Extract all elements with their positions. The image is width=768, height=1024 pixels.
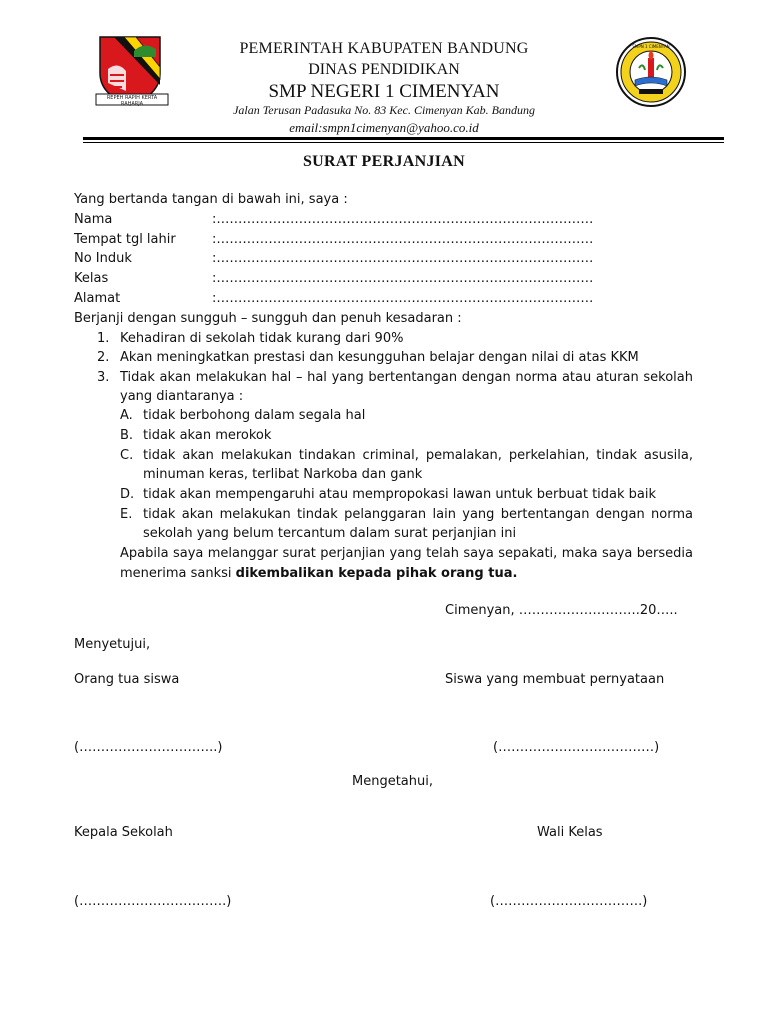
document-title: SURAT PERJANJIAN bbox=[302, 153, 465, 170]
homeroom-name-blank: (…………………………….) bbox=[490, 894, 648, 909]
field-label-alamat: Alamat bbox=[74, 291, 121, 306]
field-value-nama: :…………………………………………………………………………… bbox=[212, 212, 594, 227]
header-department: DINAS PENDIDIKAN bbox=[308, 61, 460, 78]
principal-name-blank: (…………………………….) bbox=[74, 894, 232, 909]
header-divider-thick bbox=[83, 137, 724, 140]
field-value-alamat: :…………………………………………………………………………… bbox=[212, 291, 594, 306]
subitem-letter: D. bbox=[120, 487, 135, 502]
subitem-text: tidak akan mempengaruhi atau mempropokasi lawan untuk berbuat tidak baik bbox=[143, 487, 657, 502]
field-label-tempat-tgl-lahir: Tempat tgl lahir bbox=[74, 232, 176, 247]
field-value-tempat-tgl-lahir: :…………………………………………………………………………… bbox=[212, 232, 594, 247]
closing-text-continued bbox=[120, 564, 517, 583]
subitem-letter: E. bbox=[120, 507, 133, 522]
subitem-text: tidak akan melakukan tindakan criminal, pemalakan, perkelahian, tindak asusila, bbox=[143, 448, 693, 463]
item-text: Tidak akan melakukan hal – hal yang bertentangan dengan norma atau aturan sekolah bbox=[120, 370, 693, 385]
approval-label: Menyetujui, bbox=[74, 637, 151, 652]
principal-signature-label: Kepala Sekolah bbox=[74, 825, 173, 840]
intro-text: Yang bertanda tangan di bawah ini, saya : bbox=[74, 192, 348, 207]
field-label-no-induk: No Induk bbox=[74, 251, 132, 266]
subitem-letter: A. bbox=[120, 408, 133, 423]
header-address: Jalan Terusan Padasuka No. 83 Kec. Cimenyan Kab. Bandung bbox=[233, 103, 535, 117]
subitem-letter: B. bbox=[120, 428, 134, 443]
header-divider-thin bbox=[83, 142, 724, 143]
field-label-nama: Nama bbox=[74, 212, 113, 227]
item-number: 1. bbox=[97, 331, 110, 346]
subitem-text-continued: minuman keras, terlibat Narkoba dan gank bbox=[143, 467, 423, 482]
header-email: email:smpn1cimenyan@yahoo.co.id bbox=[289, 120, 479, 135]
subitem-text: tidak berbohong dalam segala hal bbox=[143, 408, 366, 423]
item-text-continued: yang diantaranya : bbox=[120, 389, 244, 404]
emblem-motto: REPEH RAPIH KERTA RAHARJA bbox=[106, 95, 158, 107]
subitem-letter: C. bbox=[120, 448, 134, 463]
closing-text-bold: dikembalikan kepada pihak orang tua. bbox=[235, 566, 518, 581]
acknowledge-label: Mengetahui, bbox=[352, 774, 433, 789]
subitem-text: tidak akan melakukan tindak pelanggaran lain yang bertentangan dengan norma bbox=[143, 507, 693, 522]
item-number: 2. bbox=[97, 350, 110, 365]
homeroom-signature-label: Wali Kelas bbox=[537, 825, 603, 840]
place-date: Cimenyan, ……………………….20….. bbox=[445, 603, 678, 618]
closing-text: Apabila saya melanggar surat perjanjian yang telah saya sepakati, maka saya bersedia bbox=[120, 546, 693, 561]
item-text: Akan meningkatkan prestasi dan kesungguhan belajar dengan nilai di atas KKM bbox=[120, 350, 639, 365]
subitem-text-continued: sekolah yang belum tercantum dalam surat perjanjian ini bbox=[143, 526, 517, 541]
parent-name-blank: (…………………………..) bbox=[74, 740, 223, 755]
promise-intro: Berjanji dengan sungguh – sungguh dan penuh kesadaran : bbox=[74, 311, 462, 326]
field-label-kelas: Kelas bbox=[74, 271, 109, 286]
field-value-no-induk: :…………………………………………………………………………… bbox=[212, 251, 594, 266]
field-value-kelas: :…………………………………………………………………………… bbox=[212, 271, 594, 286]
header-school-name: SMP NEGERI 1 CIMENYAN bbox=[268, 81, 500, 102]
header-government: PEMERINTAH KABUPATEN BANDUNG bbox=[239, 40, 529, 57]
student-name-blank: (………………………………) bbox=[493, 740, 660, 755]
item-number: 3. bbox=[97, 370, 110, 385]
item-text: Kehadiran di sekolah tidak kurang dari 90% bbox=[120, 331, 404, 346]
subitem-text: tidak akan merokok bbox=[143, 428, 272, 443]
school-emblem-text: SMPN 1 CIMENYAN bbox=[632, 44, 670, 49]
closing-text-normal: menerima sanksi bbox=[120, 566, 236, 581]
student-signature-label: Siswa yang membuat pernyataan bbox=[445, 672, 665, 687]
parent-signature-label: Orang tua siswa bbox=[74, 672, 180, 687]
